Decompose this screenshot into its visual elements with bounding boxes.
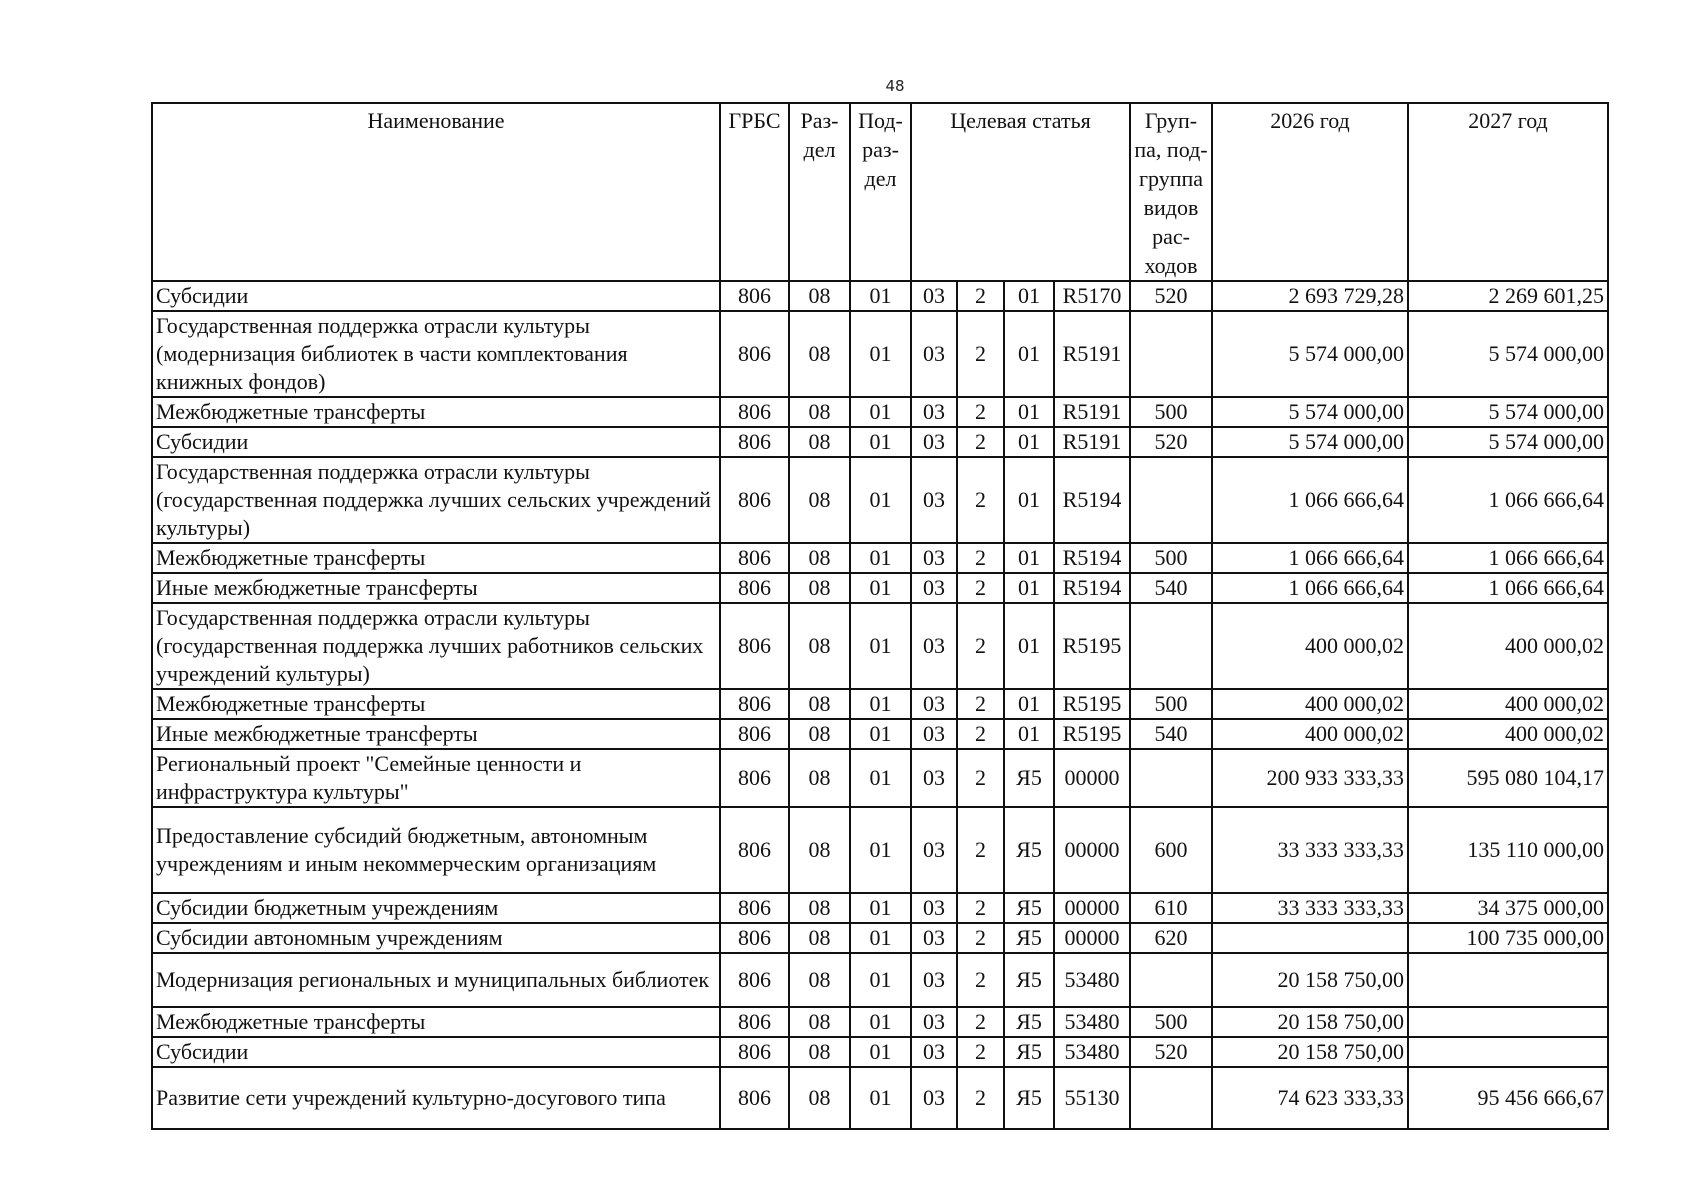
row-expense-group: 620 <box>1130 923 1212 953</box>
table-header-row <box>152 103 1608 281</box>
row-target-event: 01 <box>1004 427 1054 457</box>
row-podrazdel: 01 <box>850 1037 911 1067</box>
row-amount-2026: 5 574 000,00 <box>1212 311 1408 397</box>
table-row <box>152 923 1608 953</box>
table-row <box>152 719 1608 749</box>
table-row <box>152 689 1608 719</box>
header-grbs: ГРБС <box>720 103 789 281</box>
row-target-program: 03 <box>911 1007 957 1037</box>
row-target-program: 03 <box>911 603 957 689</box>
row-name: Субсидии автономным учреждениям <box>152 923 720 953</box>
row-target-subprogram: 2 <box>957 719 1004 749</box>
row-name: Иные межбюджетные трансферты <box>152 573 720 603</box>
row-podrazdel: 01 <box>850 689 911 719</box>
row-amount-2026: 1 066 666,64 <box>1212 543 1408 573</box>
row-target-program: 03 <box>911 807 957 893</box>
row-name: Межбюджетные трансферты <box>152 1007 720 1037</box>
row-razdel: 08 <box>789 923 850 953</box>
row-name: Модернизация региональных и муниципальных библиотек <box>152 953 720 1007</box>
row-expense-group <box>1130 603 1212 689</box>
row-target-program: 03 <box>911 1037 957 1067</box>
row-podrazdel: 01 <box>850 397 911 427</box>
row-podrazdel: 01 <box>850 893 911 923</box>
row-target-direction: 00000 <box>1054 807 1130 893</box>
row-grbs: 806 <box>720 719 789 749</box>
row-razdel: 08 <box>789 1037 850 1067</box>
row-amount-2026 <box>1212 923 1408 953</box>
row-razdel: 08 <box>789 1067 850 1129</box>
row-amount-2027: 5 574 000,00 <box>1408 311 1608 397</box>
row-razdel: 08 <box>789 1007 850 1037</box>
row-amount-2027: 400 000,02 <box>1408 719 1608 749</box>
header-podrazdel: Под- раз- дел <box>850 103 911 281</box>
row-expense-group: 520 <box>1130 281 1212 311</box>
row-target-program: 03 <box>911 749 957 807</box>
table-row <box>152 749 1608 807</box>
row-amount-2026: 2 693 729,28 <box>1212 281 1408 311</box>
row-grbs: 806 <box>720 807 789 893</box>
row-target-direction: R5194 <box>1054 543 1130 573</box>
row-amount-2027: 595 080 104,17 <box>1408 749 1608 807</box>
row-amount-2027: 135 110 000,00 <box>1408 807 1608 893</box>
row-grbs: 806 <box>720 1067 789 1129</box>
row-target-direction: 55130 <box>1054 1067 1130 1129</box>
row-target-program: 03 <box>911 689 957 719</box>
row-amount-2026: 400 000,02 <box>1212 603 1408 689</box>
table-body <box>152 281 1608 1129</box>
row-target-event: Я5 <box>1004 807 1054 893</box>
row-podrazdel: 01 <box>850 923 911 953</box>
row-target-event: 01 <box>1004 689 1054 719</box>
row-expense-group: 520 <box>1130 427 1212 457</box>
row-amount-2026: 1 066 666,64 <box>1212 457 1408 543</box>
row-name: Предоставление субсидий бюджетным, автономным учреждениям и иным некоммерческим организациям <box>152 807 720 893</box>
table-row <box>152 427 1608 457</box>
row-target-subprogram: 2 <box>957 311 1004 397</box>
table-row <box>152 1007 1608 1037</box>
row-grbs: 806 <box>720 1037 789 1067</box>
row-target-program: 03 <box>911 457 957 543</box>
row-target-event: Я5 <box>1004 923 1054 953</box>
row-target-subprogram: 2 <box>957 893 1004 923</box>
row-amount-2027: 1 066 666,64 <box>1408 457 1608 543</box>
row-target-subprogram: 2 <box>957 953 1004 1007</box>
row-razdel: 08 <box>789 397 850 427</box>
row-amount-2026: 400 000,02 <box>1212 689 1408 719</box>
row-podrazdel: 01 <box>850 457 911 543</box>
row-grbs: 806 <box>720 953 789 1007</box>
row-razdel: 08 <box>789 573 850 603</box>
row-expense-group: 610 <box>1130 893 1212 923</box>
row-target-subprogram: 2 <box>957 1037 1004 1067</box>
row-expense-group: 500 <box>1130 397 1212 427</box>
table-row <box>152 457 1608 543</box>
row-name: Субсидии <box>152 1037 720 1067</box>
row-target-subprogram: 2 <box>957 281 1004 311</box>
row-grbs: 806 <box>720 543 789 573</box>
table-row <box>152 397 1608 427</box>
row-expense-group <box>1130 1067 1212 1129</box>
header-2026: 2026 год <box>1212 103 1408 281</box>
table-row <box>152 311 1608 397</box>
row-grbs: 806 <box>720 603 789 689</box>
row-podrazdel: 01 <box>850 749 911 807</box>
row-target-event: Я5 <box>1004 953 1054 1007</box>
row-target-event: 01 <box>1004 311 1054 397</box>
row-target-direction: 53480 <box>1054 953 1130 1007</box>
row-target-direction: R5195 <box>1054 603 1130 689</box>
row-amount-2027 <box>1408 953 1608 1007</box>
row-expense-group <box>1130 953 1212 1007</box>
row-amount-2026: 33 333 333,33 <box>1212 807 1408 893</box>
row-target-subprogram: 2 <box>957 543 1004 573</box>
header-razdel: Раз- дел <box>789 103 850 281</box>
row-expense-group: 500 <box>1130 543 1212 573</box>
table-row <box>152 893 1608 923</box>
row-target-direction: R5194 <box>1054 457 1130 543</box>
row-target-event: 01 <box>1004 573 1054 603</box>
row-podrazdel: 01 <box>850 427 911 457</box>
row-razdel: 08 <box>789 807 850 893</box>
row-target-subprogram: 2 <box>957 427 1004 457</box>
row-target-program: 03 <box>911 1067 957 1129</box>
page-number: 48 <box>885 77 905 95</box>
row-target-program: 03 <box>911 281 957 311</box>
row-target-event: Я5 <box>1004 749 1054 807</box>
row-target-direction: R5195 <box>1054 689 1130 719</box>
row-expense-group: 520 <box>1130 1037 1212 1067</box>
row-target-program: 03 <box>911 543 957 573</box>
row-podrazdel: 01 <box>850 311 911 397</box>
row-podrazdel: 01 <box>850 573 911 603</box>
row-amount-2026: 5 574 000,00 <box>1212 427 1408 457</box>
row-expense-group: 600 <box>1130 807 1212 893</box>
row-grbs: 806 <box>720 1007 789 1037</box>
row-target-direction: R5195 <box>1054 719 1130 749</box>
header-name: Наименование <box>152 103 720 281</box>
row-target-event: Я5 <box>1004 1007 1054 1037</box>
row-podrazdel: 01 <box>850 1067 911 1129</box>
row-target-program: 03 <box>911 311 957 397</box>
row-name: Развитие сети учреждений культурно-досугового типа <box>152 1067 720 1129</box>
row-target-event: 01 <box>1004 397 1054 427</box>
row-amount-2027: 400 000,02 <box>1408 603 1608 689</box>
row-amount-2026: 74 623 333,33 <box>1212 1067 1408 1129</box>
row-name: Государственная поддержка отрасли культуры (государственная поддержка лучших работников сельских учреждений культуры) <box>152 603 720 689</box>
row-amount-2026: 20 158 750,00 <box>1212 953 1408 1007</box>
row-amount-2027 <box>1408 1007 1608 1037</box>
row-amount-2026: 5 574 000,00 <box>1212 397 1408 427</box>
row-razdel: 08 <box>789 281 850 311</box>
row-amount-2027: 400 000,02 <box>1408 689 1608 719</box>
row-target-program: 03 <box>911 573 957 603</box>
row-target-direction: R5194 <box>1054 573 1130 603</box>
row-grbs: 806 <box>720 893 789 923</box>
row-target-subprogram: 2 <box>957 689 1004 719</box>
row-grbs: 806 <box>720 689 789 719</box>
row-name: Иные межбюджетные трансферты <box>152 719 720 749</box>
row-amount-2027: 34 375 000,00 <box>1408 893 1608 923</box>
row-grbs: 806 <box>720 749 789 807</box>
row-amount-2027 <box>1408 1037 1608 1067</box>
row-expense-group: 500 <box>1130 1007 1212 1037</box>
row-amount-2027: 5 574 000,00 <box>1408 397 1608 427</box>
row-razdel: 08 <box>789 749 850 807</box>
row-razdel: 08 <box>789 311 850 397</box>
table-row <box>152 543 1608 573</box>
row-target-direction: R5191 <box>1054 427 1130 457</box>
row-amount-2026: 1 066 666,64 <box>1212 573 1408 603</box>
row-amount-2026: 400 000,02 <box>1212 719 1408 749</box>
row-razdel: 08 <box>789 543 850 573</box>
row-podrazdel: 01 <box>850 953 911 1007</box>
row-amount-2026: 20 158 750,00 <box>1212 1007 1408 1037</box>
row-podrazdel: 01 <box>850 543 911 573</box>
row-target-program: 03 <box>911 719 957 749</box>
table-row <box>152 1037 1608 1067</box>
row-target-subprogram: 2 <box>957 923 1004 953</box>
row-razdel: 08 <box>789 427 850 457</box>
row-name: Государственная поддержка отрасли культуры (модернизация библиотек в части комплектования книжных фондов) <box>152 311 720 397</box>
row-target-event: 01 <box>1004 543 1054 573</box>
row-target-event: Я5 <box>1004 1037 1054 1067</box>
row-target-subprogram: 2 <box>957 1067 1004 1129</box>
row-podrazdel: 01 <box>850 603 911 689</box>
row-podrazdel: 01 <box>850 807 911 893</box>
row-expense-group: 540 <box>1130 573 1212 603</box>
row-target-event: 01 <box>1004 719 1054 749</box>
row-grbs: 806 <box>720 457 789 543</box>
row-target-event: 01 <box>1004 281 1054 311</box>
row-amount-2027: 1 066 666,64 <box>1408 573 1608 603</box>
table-row <box>152 573 1608 603</box>
row-expense-group <box>1130 749 1212 807</box>
row-target-event: Я5 <box>1004 893 1054 923</box>
row-target-program: 03 <box>911 893 957 923</box>
row-target-program: 03 <box>911 427 957 457</box>
row-target-event: Я5 <box>1004 1067 1054 1129</box>
row-target-direction: R5170 <box>1054 281 1130 311</box>
table-row <box>152 807 1608 893</box>
row-name: Региональный проект "Семейные ценности и инфраструктура культуры" <box>152 749 720 807</box>
row-target-program: 03 <box>911 953 957 1007</box>
row-razdel: 08 <box>789 603 850 689</box>
row-name: Субсидии <box>152 281 720 311</box>
header-expense-group: Груп- па, под- группа видов рас- ходов <box>1130 103 1212 281</box>
row-podrazdel: 01 <box>850 719 911 749</box>
row-name: Межбюджетные трансферты <box>152 397 720 427</box>
row-razdel: 08 <box>789 953 850 1007</box>
row-razdel: 08 <box>789 719 850 749</box>
row-target-direction: 53480 <box>1054 1037 1130 1067</box>
row-grbs: 806 <box>720 397 789 427</box>
row-target-subprogram: 2 <box>957 397 1004 427</box>
row-target-subprogram: 2 <box>957 1007 1004 1037</box>
row-name: Межбюджетные трансферты <box>152 543 720 573</box>
row-amount-2027: 5 574 000,00 <box>1408 427 1608 457</box>
row-target-event: 01 <box>1004 603 1054 689</box>
row-target-subprogram: 2 <box>957 807 1004 893</box>
row-amount-2027: 2 269 601,25 <box>1408 281 1608 311</box>
table-row <box>152 1067 1608 1129</box>
row-target-subprogram: 2 <box>957 603 1004 689</box>
row-amount-2027: 95 456 666,67 <box>1408 1067 1608 1129</box>
row-target-direction: R5191 <box>1054 397 1130 427</box>
row-target-direction: R5191 <box>1054 311 1130 397</box>
row-razdel: 08 <box>789 893 850 923</box>
row-grbs: 806 <box>720 427 789 457</box>
row-amount-2026: 200 933 333,33 <box>1212 749 1408 807</box>
row-grbs: 806 <box>720 573 789 603</box>
row-amount-2027: 1 066 666,64 <box>1408 543 1608 573</box>
row-name: Межбюджетные трансферты <box>152 689 720 719</box>
row-target-direction: 53480 <box>1054 1007 1130 1037</box>
row-target-subprogram: 2 <box>957 749 1004 807</box>
row-target-direction: 00000 <box>1054 749 1130 807</box>
row-name: Субсидии <box>152 427 720 457</box>
row-amount-2026: 20 158 750,00 <box>1212 1037 1408 1067</box>
row-grbs: 806 <box>720 311 789 397</box>
row-target-direction: 00000 <box>1054 923 1130 953</box>
row-grbs: 806 <box>720 281 789 311</box>
row-name: Государственная поддержка отрасли культуры (государственная поддержка лучших сельских учреждений культуры) <box>152 457 720 543</box>
row-target-subprogram: 2 <box>957 573 1004 603</box>
row-podrazdel: 01 <box>850 1007 911 1037</box>
row-name: Субсидии бюджетным учреждениям <box>152 893 720 923</box>
table-row <box>152 603 1608 689</box>
table-row <box>152 281 1608 311</box>
row-target-event: 01 <box>1004 457 1054 543</box>
row-podrazdel: 01 <box>850 281 911 311</box>
table-row <box>152 953 1608 1007</box>
row-amount-2026: 33 333 333,33 <box>1212 893 1408 923</box>
row-expense-group: 500 <box>1130 689 1212 719</box>
row-razdel: 08 <box>789 457 850 543</box>
header-target-article: Целевая статья <box>911 103 1130 281</box>
row-razdel: 08 <box>789 689 850 719</box>
row-target-program: 03 <box>911 397 957 427</box>
row-target-program: 03 <box>911 923 957 953</box>
row-amount-2027: 100 735 000,00 <box>1408 923 1608 953</box>
header-2027: 2027 год <box>1408 103 1608 281</box>
row-expense-group: 540 <box>1130 719 1212 749</box>
row-target-direction: 00000 <box>1054 893 1130 923</box>
row-expense-group <box>1130 457 1212 543</box>
row-expense-group <box>1130 311 1212 397</box>
budget-table <box>151 102 1609 1130</box>
row-target-subprogram: 2 <box>957 457 1004 543</box>
row-grbs: 806 <box>720 923 789 953</box>
